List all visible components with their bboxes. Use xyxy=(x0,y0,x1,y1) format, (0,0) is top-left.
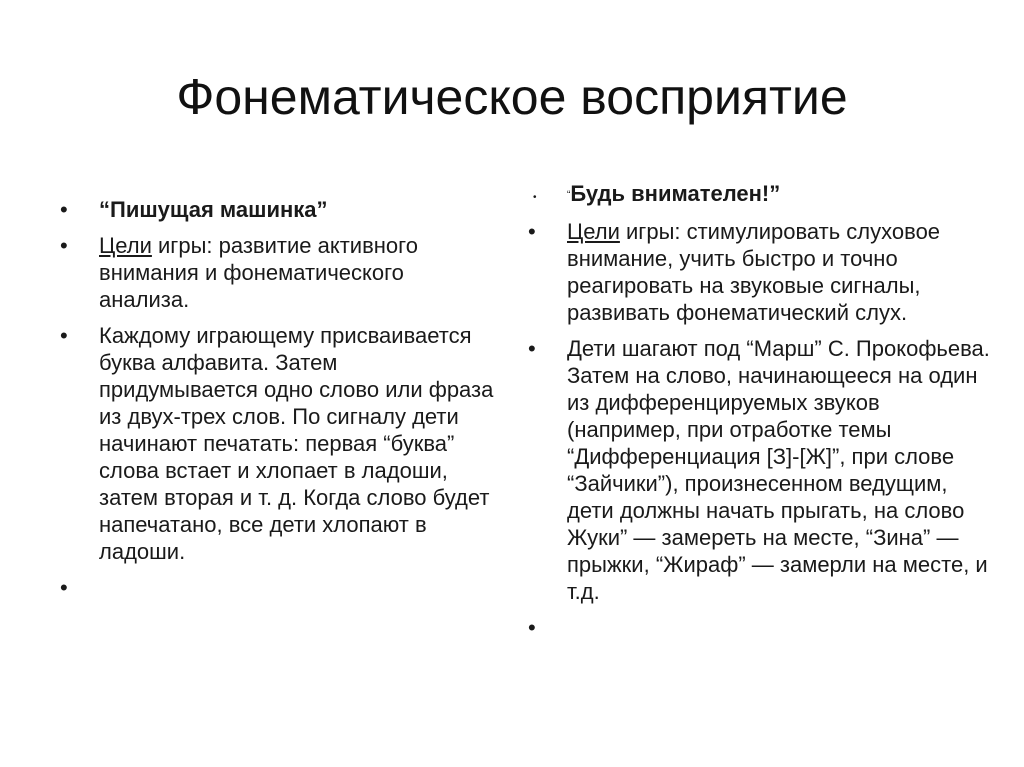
bullet-icon: • xyxy=(528,218,536,244)
game-description: Дети шагают под “Марш” С. Прокофьева. Затем на слово, начинающееся на один из дифференцируемых звуков (например, при отработке темы “Дифференциация [З]-[Ж]”, при слове “Зайчики”), произнесенном ведущим, дети должны начать прыгать, на слово Жуки” — замереть на месте, “Зина” — прыжки, “Жираф” — замерли на месте, и т.д. xyxy=(567,335,990,604)
goals-label: Цели xyxy=(99,233,152,258)
game-title: “Пишущая машинка” xyxy=(99,197,328,222)
list-item xyxy=(525,180,995,209)
list-item-empty xyxy=(57,574,497,601)
bullet-icon: • xyxy=(60,575,68,600)
list-item xyxy=(525,218,995,326)
list-item xyxy=(57,322,497,565)
game-description: Каждому играющему присваивается буква алфавита. Затем придумывается одно слово или фраза из двух-трех слов. По сигналу дети начинают печатать: первая “буква” слова встает и хлопает в ладоши, затем вторая и т. д. Когда слово будет напечатано, все дети хлопают в ладоши. xyxy=(99,323,494,564)
list-item-empty xyxy=(525,614,995,641)
list-item xyxy=(525,335,995,605)
goals-text: игры: развитие активного внимания и фонематического анализа. xyxy=(99,233,418,312)
goals-text: игры: стимулировать слуховое внимание, учить быстро и точно реагировать на звуковые сигналы, развивать фонематический слух. xyxy=(567,218,941,325)
left-column xyxy=(57,196,497,610)
right-column xyxy=(525,180,995,650)
bullet-icon: • xyxy=(528,614,536,640)
list-item xyxy=(57,196,497,223)
quote-mark: “ xyxy=(567,189,571,201)
bullet-icon: • xyxy=(528,335,536,361)
bullet-icon: • xyxy=(533,192,537,203)
game-title: Будь внимателен!” xyxy=(570,181,781,206)
goals-label: Цели xyxy=(567,218,620,244)
list-item xyxy=(57,232,497,313)
slide-title: Фонематическое восприятие xyxy=(176,69,848,125)
bullet-icon: • xyxy=(60,323,68,348)
bullet-icon: • xyxy=(60,233,68,258)
bullet-icon: • xyxy=(60,197,68,222)
